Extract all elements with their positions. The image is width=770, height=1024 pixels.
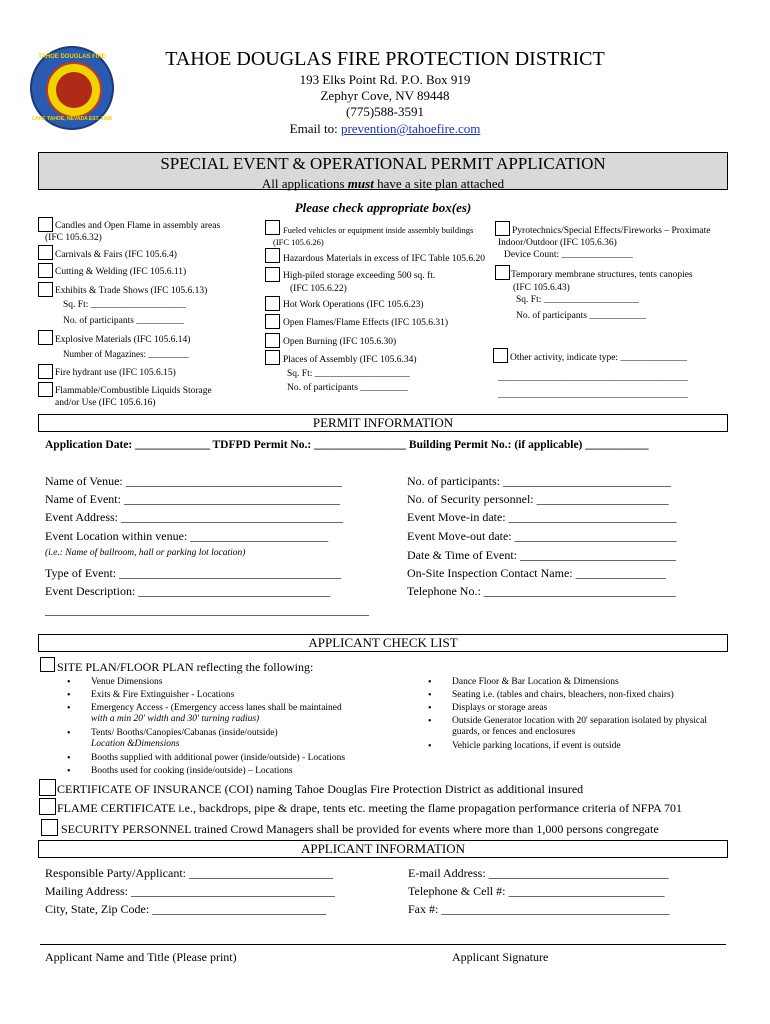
move-out-field[interactable]: Event Move-out date: ___________________________ [407, 529, 677, 543]
checklist-left-item: Venue Dimensions [91, 677, 163, 687]
logo-core [56, 72, 92, 108]
hydrant-checkbox[interactable] [38, 364, 53, 379]
address-line-1: 193 Elks Point Rd. P.O. Box 919 [299, 72, 471, 87]
email-link[interactable]: prevention@tahoefire.com [340, 121, 481, 136]
coi-checkbox[interactable] [39, 779, 56, 796]
permit-info-header: PERMIT INFORMATION [38, 414, 728, 432]
event-description-field[interactable]: Event Description: ________________________________ [45, 584, 331, 598]
email-line [150, 121, 620, 137]
hazmat-checkbox[interactable] [265, 248, 280, 263]
pyro-checkbox[interactable] [495, 221, 510, 236]
bullet: • [428, 703, 432, 714]
telephone-cell-field[interactable]: Telephone & Cell #: __________________________ [408, 884, 665, 898]
checklist-left-item-cont: with a min 20' width and 30' turning radius) [91, 714, 260, 724]
explosive-magazines[interactable]: Number of Magazines: _________ [63, 349, 189, 359]
highpiled-checkbox[interactable] [265, 267, 280, 282]
bullet: • [428, 677, 432, 688]
checklist-right-item: Displays or storage areas [452, 703, 548, 713]
responsible-party-field[interactable]: Responsible Party/Applicant: ________________________ [45, 866, 333, 880]
applicant-signature-label: Applicant Signature [452, 950, 549, 964]
hotwork-label: Hot Work Operations (IFC 105.6.23) [283, 300, 424, 310]
applicant-name-title-label: Applicant Name and Title (Please print) [45, 950, 237, 964]
address-line-2: Zephyr Cove, NV 89448 [320, 88, 450, 103]
applicant-info-header: APPLICANT INFORMATION [38, 840, 728, 858]
flame-cert-label: FLAME CERTIFICATE i.e., backdrops, pipe & drape, tents etc. meeting the flame propagation performance criteria of NFPA 701 [57, 801, 683, 815]
bullet: • [67, 703, 71, 714]
flammable-code: and/or Use (IFC 105.6.16) [55, 398, 156, 408]
event-description-line[interactable]: ______________________________________________________ [45, 603, 369, 617]
pyro-code: Indoor/Outdoor (IFC 105.6.36) [498, 238, 617, 248]
other-line-2[interactable]: ________________________________________ [498, 390, 688, 400]
assembly-sqft[interactable]: Sq. Ft: ____________________ [287, 369, 410, 379]
assembly-checkbox[interactable] [265, 350, 280, 365]
temp-structures-checkbox[interactable] [495, 265, 510, 280]
pyro-device-count[interactable]: Device Count: _______________ [504, 250, 633, 260]
hotwork-checkbox[interactable] [265, 296, 280, 311]
bullet: • [67, 690, 71, 701]
checklist-left-item: Booths used for cooking (inside/outside) – Locations [91, 766, 293, 776]
email-label: Email to: [289, 121, 341, 136]
exhibits-participants[interactable]: No. of participants __________ [63, 316, 184, 326]
bullet: • [67, 728, 71, 739]
bullet: • [428, 716, 432, 727]
exhibits-checkbox[interactable] [38, 282, 53, 297]
hydrant-label: Fire hydrant use (IFC 105.6.15) [55, 368, 176, 378]
checklist-header: APPLICANT CHECK LIST [38, 634, 728, 652]
event-type-field[interactable]: Type of Event: _____________________________________ [45, 566, 342, 580]
checklist-right-item: Vehicle parking locations, if event is outside [452, 741, 621, 751]
subtitle-pre: All applications [261, 176, 348, 191]
move-in-field[interactable]: Event Move-in date: ____________________________ [407, 510, 677, 524]
logo-bottom-text: LAKE TAHOE, NEVADA EST. 1988 [32, 116, 112, 122]
bullet: • [67, 766, 71, 777]
security-personnel-field[interactable]: No. of Security personnel: ______________________ [407, 492, 669, 506]
email-address-field[interactable]: E-mail Address: ______________________________ [408, 866, 669, 880]
highpiled-label: High-piled storage exceeding 500 sq. ft. [283, 271, 436, 281]
application-date-row[interactable]: Application Date: _____________ TDFPD Permit No.: ________________ Building Permit No.: (if applicable) ___________ [45, 439, 649, 451]
cutting-label: Cutting & Welding (IFC 105.6.11) [55, 267, 187, 277]
cutting-checkbox[interactable] [38, 263, 53, 278]
explosive-label: Explosive Materials (IFC 105.6.14) [55, 335, 191, 345]
form-subtitle [38, 176, 728, 192]
fueled-checkbox[interactable] [265, 220, 280, 235]
logo-top-text: TAHOE DOUGLAS FIRE [38, 54, 106, 60]
bullet: • [67, 677, 71, 688]
checklist-left-item-cont: Location &Dimensions [91, 739, 180, 749]
event-location-field[interactable]: Event Location within venue: _______________________ [45, 529, 329, 543]
highpiled-code: (IFC 105.6.22) [290, 284, 347, 294]
signature-line[interactable] [40, 944, 726, 945]
fueled-label: Fueled vehicles or equipment inside assembly buildings [283, 225, 474, 235]
checklist-left-item: Emergency Access - (Emergency access lanes shall be maintained [91, 703, 342, 713]
city-state-zip-field[interactable]: City, State, Zip Code: _____________________________ [45, 902, 327, 916]
site-plan-label: SITE PLAN/FLOOR PLAN reflecting the following: [57, 660, 314, 674]
assembly-label: Places of Assembly (IFC 105.6.34) [283, 355, 417, 365]
openburning-label: Open Burning (IFC 105.6.30) [283, 337, 397, 347]
participants-field[interactable]: No. of participants: ____________________________ [407, 474, 671, 488]
fax-field[interactable]: Fax #: ______________________________________ [408, 902, 670, 916]
candles-checkbox[interactable] [38, 217, 53, 232]
checklist-right-item: Seating i.e. (tables and chairs, bleachers, non-fixed chairs) [452, 690, 674, 700]
checklist-left-item: Exits & Fire Extinguisher - Locations [91, 690, 235, 700]
temp-participants[interactable]: No. of participants ____________ [516, 311, 647, 321]
event-datetime-field[interactable]: Date & Time of Event: __________________________ [407, 548, 676, 562]
logo-seal [46, 62, 102, 118]
coi-label: CERTIFICATE OF INSURANCE (COI) naming Tahoe Douglas Fire Protection District as additional insured [57, 782, 584, 796]
security-label: SECURITY PERSONNEL trained Crowd Managers shall be provided for events where more than 1,000 persons congregate [61, 822, 659, 836]
telephone-field[interactable]: Telephone No.: ________________________________ [407, 584, 676, 598]
openburning-checkbox[interactable] [265, 333, 280, 348]
bullet: • [428, 741, 432, 752]
fueled-code: (IFC 105.6.26) [273, 237, 324, 247]
form-title: SPECIAL EVENT & OPERATIONAL PERMIT APPLICATION [160, 154, 606, 173]
exhibits-label: Exhibits & Trade Shows (IFC 105.6.13) [55, 286, 208, 296]
venue-name-field[interactable]: Name of Venue: ____________________________________ [45, 474, 342, 488]
checklist-left-item: Tents/ Booths/Canopies/Cabanas (inside/outside) [91, 728, 278, 738]
phone: (775)588-3591 [346, 104, 424, 119]
flammable-label: Flammable/Combustible Liquids Storage [55, 386, 212, 396]
other-checkbox[interactable] [493, 348, 508, 363]
hazmat-label: Hazardous Materials in excess of IFC Table 105.6.20 [283, 254, 486, 264]
flammable-checkbox[interactable] [38, 382, 53, 397]
assembly-participants[interactable]: No. of participants __________ [287, 383, 408, 393]
openflames-label: Open Flames/Flame Effects (IFC 105.6.31) [283, 318, 448, 328]
inspection-contact-field[interactable]: On-Site Inspection Contact Name: _______________ [407, 566, 666, 580]
security-checkbox[interactable] [41, 819, 58, 836]
checklist-right-item-cont: guards, or fences and enclosures [452, 727, 576, 737]
checklist-right-item: Dance Floor & Bar Location & Dimensions [452, 677, 619, 687]
pyro-label: Pyrotechnics/Special Effects/Fireworks – Proximate [512, 226, 711, 236]
other-line-1[interactable]: ________________________________________ [498, 373, 688, 383]
check-heading: Please check appropriate box(es) [294, 200, 472, 215]
candles-label: Candles and Open Flame in assembly areas [55, 221, 221, 231]
site-plan-checkbox[interactable] [40, 657, 55, 672]
temp-sqft[interactable]: Sq. Ft: ____________________ [516, 295, 639, 305]
checklist-left-item: Booths supplied with additional power (inside/outside) - Locations [91, 753, 346, 763]
openflames-checkbox[interactable] [265, 314, 280, 329]
exhibits-sqft[interactable]: Sq. Ft: ____________________ [63, 300, 186, 310]
subtitle-post: have a site plan attached [373, 176, 505, 191]
bullet: • [428, 690, 432, 701]
bullet: • [67, 753, 71, 764]
other-label[interactable]: Other activity, indicate type: ______________ [510, 353, 687, 363]
checklist-right-item: Outside Generator location with 20' separation isolated by physical [452, 716, 707, 726]
explosive-checkbox[interactable] [38, 330, 53, 345]
flame-cert-checkbox[interactable] [39, 798, 56, 815]
temp-label: Temporary membrane structures, tents canopies [511, 270, 693, 280]
district-logo [30, 46, 114, 130]
mailing-address-field[interactable]: Mailing Address: __________________________________ [45, 884, 335, 898]
event-name-field[interactable]: Name of Event: ____________________________________ [45, 492, 340, 506]
carnivals-label: Carnivals & Fairs (IFC 105.6.4) [55, 250, 177, 260]
carnivals-checkbox[interactable] [38, 245, 53, 260]
location-hint: (i.e.: Name of ballroom, hall or parking lot location) [45, 548, 246, 558]
subtitle-emphasis: must [347, 176, 374, 191]
district-title: TAHOE DOUGLAS FIRE PROTECTION DISTRICT [165, 48, 605, 70]
candles-code: (IFC 105.6.32) [45, 233, 102, 243]
temp-code: (IFC 105.6.43) [513, 283, 570, 293]
event-address-field[interactable]: Event Address: _____________________________________ [45, 510, 343, 524]
